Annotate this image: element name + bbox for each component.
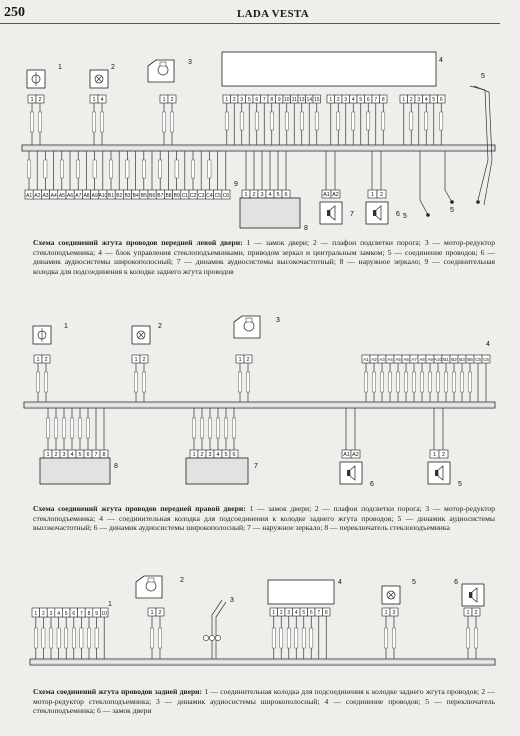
speaker-magnet xyxy=(327,210,330,216)
component-label: 2 xyxy=(180,577,184,584)
wire-color-tag xyxy=(27,160,30,178)
component-label: 1 xyxy=(58,64,62,71)
component-label: 5 xyxy=(450,207,454,214)
wire-color-tag xyxy=(208,160,211,178)
wire-color-tag xyxy=(238,372,241,392)
wire-color-tag xyxy=(46,418,49,438)
splice-block xyxy=(268,580,334,604)
component-label: 8 xyxy=(114,463,118,470)
door-connector-4-pin: C5 xyxy=(475,357,481,362)
block4-connector-pin: 8 xyxy=(324,610,328,616)
wire-color-tag xyxy=(428,372,431,392)
wire-color-tag xyxy=(38,112,41,132)
wire-color-tag xyxy=(80,628,83,648)
door-connector-4-pin: A9 xyxy=(427,357,433,362)
mirror-connector-pin: 1 xyxy=(244,192,248,198)
comp2-connector-pin: 1 xyxy=(92,97,96,103)
caption-title: Схема соединений жгута проводов передней правой двери: xyxy=(33,504,246,513)
comp6-connector-pin: 1 xyxy=(466,610,470,616)
block4-connector-pin: 1 xyxy=(272,610,276,616)
wire-color-tag xyxy=(246,372,249,392)
mirror-connector-pin: 2 xyxy=(200,452,204,458)
wire-color-tag xyxy=(65,628,68,648)
block4-connector-a-pin: 11 xyxy=(291,97,297,103)
door-connector-4-pin: B3 xyxy=(459,357,465,362)
wire-color-tag xyxy=(315,112,318,130)
mirror-connector-pin: 5 xyxy=(224,452,228,458)
wire-color-tag xyxy=(30,112,33,132)
door-connector-4-pin: B5 xyxy=(467,357,473,362)
comp3-connector-pin: 1 xyxy=(162,97,166,103)
block4-connector-b-pin: 3 xyxy=(344,97,348,103)
mirror-connector-pin: 2 xyxy=(252,192,256,198)
block4-connector-a-pin: 13 xyxy=(298,97,305,103)
comp2-connector-pin: 4 xyxy=(100,97,104,103)
door-connector-1-pin: 3 xyxy=(49,611,53,617)
wire-color-tag xyxy=(224,418,227,438)
speaker-magnet xyxy=(435,470,438,476)
door-connector-4-pin: A8 xyxy=(419,357,425,362)
door-connector-9-pin: A5 xyxy=(58,193,65,199)
door-connector-1-pin: 6 xyxy=(72,611,76,617)
door-connector-4-pin: C6 xyxy=(483,357,489,362)
mirror-connector-pin: 3 xyxy=(260,192,264,198)
wire-color-tag xyxy=(44,160,47,178)
door-connector-9-pin: C1 xyxy=(181,193,189,199)
door-connector-1-pin: 2 xyxy=(42,611,45,617)
component-label: 3 xyxy=(188,59,192,66)
door-connector-4-pin: B2 xyxy=(451,357,457,362)
door-connector-9-pin: A9 xyxy=(91,193,98,199)
wire-color-tag xyxy=(159,160,162,178)
door-connector-9-pin: B1 xyxy=(108,193,115,199)
speaker6-connector-pin: A2 xyxy=(352,452,359,458)
block4-connector-c-pin: 3 xyxy=(417,97,421,103)
block4-connector-a-pin: 3 xyxy=(240,97,244,103)
wire-color-tag xyxy=(57,628,60,648)
door-connector-1-pin: 1 xyxy=(34,611,38,617)
wire-color-tag xyxy=(86,418,89,438)
switch-connector-pin: 4 xyxy=(70,452,74,458)
wire-color-tag xyxy=(49,628,52,648)
comp1-connector-pin: 1 xyxy=(36,357,40,363)
speaker7-connector-pin: A2 xyxy=(332,192,339,198)
comp3-connector-pin: 2 xyxy=(246,357,250,363)
wire-color-tag xyxy=(62,418,65,438)
component-label: 5 xyxy=(481,73,485,80)
block4-connector-a-pin: 9 xyxy=(277,97,281,103)
wire-color-tag xyxy=(466,628,469,648)
switch-connector-pin: 3 xyxy=(62,452,66,458)
door-connector-4-pin: A7 xyxy=(411,357,417,362)
speaker5-connector-pin: 1 xyxy=(432,452,437,458)
block4-connector-pin: 6 xyxy=(309,610,313,616)
comp2-connector-pin: 2 xyxy=(158,610,162,616)
speaker-lead xyxy=(212,600,222,659)
block4-connector-c-pin: 5 xyxy=(432,97,436,103)
block4-connector-a-pin: 10 xyxy=(283,97,290,103)
block4-connector-a-pin: 14 xyxy=(306,97,313,103)
wire-color-tag xyxy=(372,372,375,392)
wire-color-tag xyxy=(310,628,313,648)
speaker-magnet xyxy=(347,470,350,476)
door-connector-1-pin: 8 xyxy=(87,611,91,617)
mirror-block xyxy=(186,458,248,484)
block4-connector-c-pin: 1 xyxy=(402,97,406,103)
door-connector-1-pin: 9 xyxy=(95,611,98,617)
door-connector-4-pin: A2 xyxy=(371,357,377,362)
splice-dot xyxy=(450,200,454,204)
speaker7-connector-pin: A1 xyxy=(323,192,330,198)
component-label: 7 xyxy=(254,463,258,470)
wire-color-tag xyxy=(392,628,395,648)
comp2-connector-pin: 1 xyxy=(150,610,154,616)
motor-brush xyxy=(246,318,252,322)
wire-color-tag xyxy=(34,628,37,648)
door-connector-9-pin: A1 xyxy=(26,193,33,199)
component-label: 7 xyxy=(350,211,354,218)
mirror-connector-pin: 4 xyxy=(268,192,272,198)
speaker6-connector-pin: 2 xyxy=(379,192,384,198)
component-label: 8 xyxy=(304,225,308,232)
wire-color-tag xyxy=(255,112,258,130)
mirror-connector-pin: 5 xyxy=(276,192,280,198)
caption-title: Схема соединений жгута проводов задней двери: xyxy=(33,687,203,696)
door-connector-9-pin: A8 xyxy=(83,193,90,199)
speaker5-connector-pin: 2 xyxy=(441,452,446,458)
speaker6-connector-pin: A1 xyxy=(343,452,350,458)
wire-color-tag xyxy=(272,628,275,648)
mirror-connector-pin: 6 xyxy=(284,192,288,198)
wire-color-tag xyxy=(436,372,439,392)
block4-connector-pin: 7 xyxy=(317,610,321,616)
caption-body: 1 — соединительная колодка для подсоединения к колодке заднего жгута проводов; 2 — мотор-редуктор стеклоподъемника; 3 — динамик аудиосистемы широкополосный; 4 — соединение проводов; 5 — переключатель стеклоподъемника; 6 — замок двери xyxy=(33,687,495,716)
block4-connector-c-pin: 4 xyxy=(424,97,428,103)
wire-color-tag xyxy=(382,112,385,130)
running-header: LADA VESTA xyxy=(237,8,309,20)
component-label: 9 xyxy=(234,181,238,188)
motor-brush xyxy=(148,578,154,582)
block4-connector-a-pin: 1 xyxy=(225,97,229,103)
caption-body: 1 — замок двери; 2 — плафон подсветки порога; 3 — мотор-редуктор стеклоподъемника; 4 — соединительная колодка для подсоединения к колодке заднего жгута проводов; 5 — динамик аудиосистемы высокочастотный; 6 — динамик аудиосистемы широкополосный; 7 — наружное зеркало; 8 — переключатель стеклоподъемника xyxy=(33,504,496,533)
block4-connector-c-pin: 6 xyxy=(439,97,443,103)
component-label: 4 xyxy=(338,579,342,586)
switch-connector-pin: 8 xyxy=(102,452,106,458)
door-connector-1-pin: 5 xyxy=(64,611,68,617)
wire-color-tag xyxy=(240,112,243,130)
comp5-connector-pin: 2 xyxy=(392,610,396,616)
wire-color-tag xyxy=(367,112,370,130)
terminal-ring xyxy=(209,635,214,640)
wire-color-tag xyxy=(300,112,303,130)
door-connector-9-pin: C3 xyxy=(198,193,205,199)
door-connector-9-pin: B2 xyxy=(116,193,123,199)
diagram-rear-door xyxy=(0,570,520,685)
wire-color-tag xyxy=(452,372,455,392)
door-connector-4-pin: A3 xyxy=(379,357,385,362)
splice-wire xyxy=(420,151,428,215)
door-connector-9-pin: B8 xyxy=(165,193,172,199)
block4-connector-pin: 4 xyxy=(294,610,298,616)
wire-color-tag xyxy=(232,418,235,438)
wire-color-tag xyxy=(280,628,283,648)
wire-color-tag xyxy=(440,112,443,130)
wire-color-tag xyxy=(134,372,137,392)
component-label: 4 xyxy=(486,341,490,348)
door-connector-4-pin: A1 xyxy=(363,357,369,362)
wire-color-tag xyxy=(92,112,95,132)
door-connector-9-pin: B4 xyxy=(132,193,139,199)
wire-color-tag xyxy=(285,112,288,130)
wire-color-tag xyxy=(396,372,399,392)
door-connector-9-pin: C6 xyxy=(222,193,230,199)
wire-color-tag xyxy=(36,372,39,392)
block4-connector-c-pin: 2 xyxy=(409,97,413,103)
wire-color-tag xyxy=(337,112,340,130)
speaker-lead xyxy=(216,602,226,659)
wire-color-tag xyxy=(384,628,387,648)
wire-color-tag xyxy=(388,372,391,392)
splice-wire xyxy=(470,86,488,200)
wire-color-tag xyxy=(175,160,178,178)
block4-connector-b-pin: 1 xyxy=(329,97,333,103)
component-label: 5 xyxy=(412,579,416,586)
door-connector-9-pin: B9 xyxy=(173,193,180,199)
component-label: 2 xyxy=(111,64,115,71)
header-rule xyxy=(0,23,500,24)
wire-color-tag xyxy=(142,160,145,178)
wire-color-tag xyxy=(216,418,219,438)
door-connector-9-pin: A3 xyxy=(42,193,49,199)
wire-color-tag xyxy=(126,160,129,178)
mirror-block xyxy=(240,198,300,228)
terminal-ring xyxy=(215,635,220,640)
splice-dot xyxy=(426,213,430,217)
wire-color-tag xyxy=(474,628,477,648)
wire-color-tag xyxy=(109,160,112,178)
motor-brush xyxy=(160,62,166,66)
door-connector-1-pin: 4 xyxy=(57,611,60,617)
comp2-connector-pin: 1 xyxy=(134,357,138,363)
wire-color-tag xyxy=(54,418,57,438)
comp3-connector-pin: 2 xyxy=(170,97,174,103)
wire-color-tag xyxy=(77,160,80,178)
component-label: 2 xyxy=(158,323,162,330)
caption-front-left-door xyxy=(33,238,495,276)
caption-rear-door xyxy=(33,687,495,716)
wire-color-tag xyxy=(420,372,423,392)
comp1-connector-pin: 2 xyxy=(38,97,42,103)
door-connector-4-pin: A5 xyxy=(395,357,401,362)
comp6-connector-pin: 2 xyxy=(474,610,478,616)
wire-color-tag xyxy=(150,628,153,648)
wire-color-tag xyxy=(410,112,413,130)
component-label: 5 xyxy=(458,481,462,488)
wire-color-tag xyxy=(42,628,45,648)
door-connector-4-pin: A10 xyxy=(433,357,443,362)
caption-title: Схема соединений жгута проводов передней левой двери: xyxy=(33,238,243,247)
block4-connector-pin: 3 xyxy=(287,610,291,616)
door-connector-1-pin: 10 xyxy=(101,611,107,617)
switch-connector-pin: 2 xyxy=(54,452,58,458)
wire-color-tag xyxy=(270,112,273,130)
switch-connector-pin: 1 xyxy=(46,452,50,458)
wire-color-tag xyxy=(225,112,228,130)
door-connector-9-pin: A4 xyxy=(50,193,57,199)
door-connector-9-pin: C2 xyxy=(189,193,197,199)
door-connector-9-pin: C4 xyxy=(206,193,213,199)
component-label: 3 xyxy=(230,597,234,604)
component-label: 4 xyxy=(439,57,443,64)
door-connector-4-pin: A6 xyxy=(403,357,409,362)
comp3-connector-pin: 1 xyxy=(238,357,242,363)
block4-connector-a-pin: 2 xyxy=(232,97,236,103)
splice-dot xyxy=(476,200,480,204)
door-connector-9-pin: C5 xyxy=(214,193,221,199)
door-connector-9-pin: A6 xyxy=(67,193,74,199)
component-label: 6 xyxy=(454,579,458,586)
wire-color-tag xyxy=(70,418,73,438)
door-connector-4-pin: B1 xyxy=(443,357,449,362)
control-unit-block xyxy=(222,52,436,86)
wire-color-tag xyxy=(191,160,194,178)
wire-color-tag xyxy=(142,372,145,392)
comp1-connector-pin: 1 xyxy=(30,97,34,103)
splice-wire xyxy=(445,151,452,202)
window-switch-block xyxy=(40,458,110,484)
block4-connector-b-pin: 7 xyxy=(374,97,378,103)
door-connector-9-pin: B6 xyxy=(149,193,156,199)
mirror-connector-pin: 4 xyxy=(216,452,220,458)
wire-color-tag xyxy=(60,160,63,178)
mirror-connector-pin: 6 xyxy=(232,452,236,458)
wire-color-tag xyxy=(380,372,383,392)
mirror-connector-pin: 3 xyxy=(208,452,212,458)
wire-color-tag xyxy=(468,372,471,392)
wire-color-tag xyxy=(44,372,47,392)
door-connector-9-pin: B5 xyxy=(140,193,147,199)
wire-color-tag xyxy=(364,372,367,392)
wire-color-tag xyxy=(404,372,407,392)
wire-color-tag xyxy=(95,628,98,648)
wire-color-tag xyxy=(302,628,305,648)
door-connector-9-pin: A2 xyxy=(34,193,41,199)
door-connector-9-pin: A10 xyxy=(98,193,108,199)
block4-connector-a-pin: 8 xyxy=(270,97,274,103)
block4-connector-b-pin: 8 xyxy=(381,97,385,103)
diagram-front-left-door xyxy=(0,40,520,240)
terminal-ring xyxy=(203,635,208,640)
wire-color-tag xyxy=(93,160,96,178)
block4-connector-a-pin: 7 xyxy=(262,97,266,103)
wire-color-tag xyxy=(352,112,355,130)
block4-connector-pin: 5 xyxy=(302,610,306,616)
block4-connector-b-pin: 6 xyxy=(366,97,370,103)
wire-color-tag xyxy=(412,372,415,392)
component-label: 1 xyxy=(64,323,68,330)
wire-color-tag xyxy=(287,628,290,648)
block4-connector-pin: 2 xyxy=(279,610,283,616)
wire-color-tag xyxy=(425,112,428,130)
mirror-connector-pin: 1 xyxy=(192,452,196,458)
speaker6-connector-pin: 1 xyxy=(370,192,375,198)
wire-color-tag xyxy=(170,112,173,132)
block4-connector-b-pin: 5 xyxy=(359,97,363,103)
door-connector-9-pin: B3 xyxy=(124,193,131,199)
component-label: 3 xyxy=(276,317,280,324)
diagram-front-right-door xyxy=(0,310,520,505)
speaker-magnet xyxy=(469,592,472,598)
caption-body: 1 — замок двери; 2 — плафон подсветки порога; 3 — мотор-редуктор стеклоподъемника; 4 — блок управления стеклоподъемниками, приводом зеркал и центральным замком; 5 — соединение проводов; 6 — динамик аудиосистемы широкополосный; 7 — динамик аудиосистемы высокочастотный; 8 — наружное зеркало; 9 — соединительная колодка для подсоединения к колодке заднего жгута проводов xyxy=(33,238,496,276)
speaker-magnet xyxy=(373,210,376,216)
comp2-connector-pin: 2 xyxy=(142,357,146,363)
component-label: 5 xyxy=(403,213,407,220)
door-connector-4-pin: A4 xyxy=(387,357,393,362)
block4-connector-b-pin: 2 xyxy=(336,97,340,103)
door-connector-1-pin: 7 xyxy=(80,611,83,617)
wire-color-tag xyxy=(208,418,211,438)
block4-connector-a-pin: 6 xyxy=(255,97,259,103)
wire-color-tag xyxy=(460,372,463,392)
caption-front-right-door xyxy=(33,504,495,533)
comp1-connector-pin: 2 xyxy=(44,357,48,363)
component-label: 6 xyxy=(370,481,374,488)
door-connector-9-pin: A7 xyxy=(75,193,82,199)
switch-connector-pin: 5 xyxy=(78,452,82,458)
wire-color-tag xyxy=(87,628,90,648)
component-label: 6 xyxy=(396,211,400,218)
wire-color-tag xyxy=(162,112,165,132)
block4-connector-b-pin: 4 xyxy=(351,97,355,103)
component-label: 1 xyxy=(108,601,112,608)
wire-color-tag xyxy=(444,372,447,392)
door-connector-9-pin: B7 xyxy=(157,193,164,199)
block4-connector-a-pin: 5 xyxy=(247,97,251,103)
wire-color-tag xyxy=(295,628,298,648)
wire-color-tag xyxy=(192,418,195,438)
block4-connector-a-pin: 15 xyxy=(313,97,320,103)
wire-color-tag xyxy=(72,628,75,648)
switch-connector-pin: 6 xyxy=(86,452,90,458)
comp5-connector-pin: 1 xyxy=(384,610,388,616)
switch-connector-pin: 7 xyxy=(94,452,98,458)
page-number: 250 xyxy=(4,5,25,20)
wire-color-tag xyxy=(78,418,81,438)
wire-color-tag xyxy=(158,628,161,648)
wire-color-tag xyxy=(100,112,103,132)
wire-color-tag xyxy=(200,418,203,438)
